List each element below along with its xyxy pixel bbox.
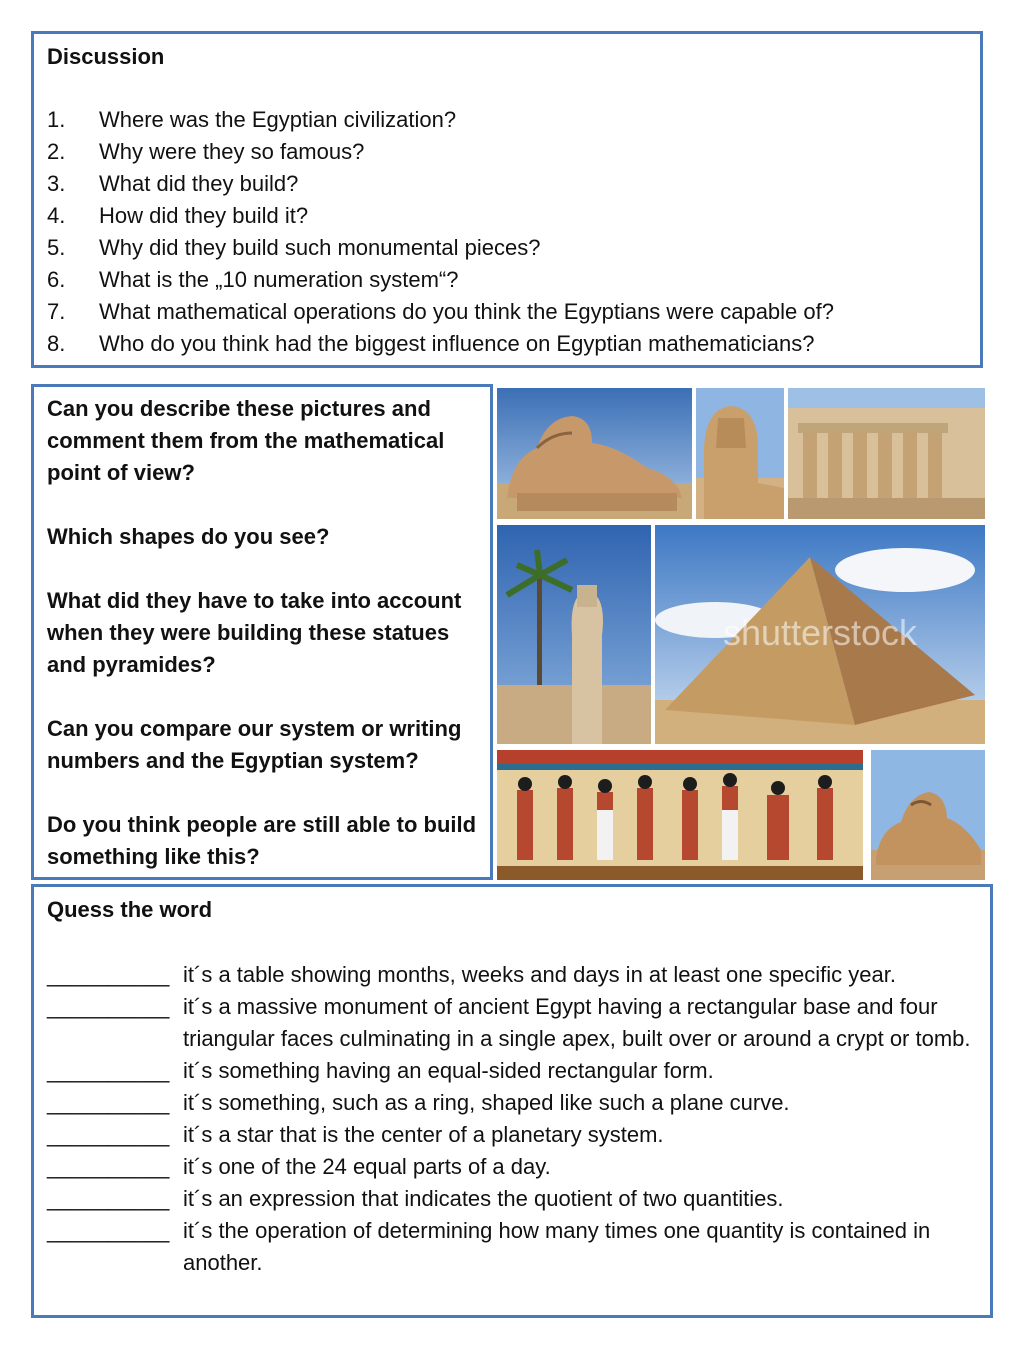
item-text: Why did they build such monumental pieces? xyxy=(99,235,541,260)
ram-sphinx-photo xyxy=(497,388,692,519)
item-text: What did they build? xyxy=(99,171,299,196)
answer-blank: __________ xyxy=(47,1058,170,1083)
picture-questions-box xyxy=(31,384,493,880)
question-paragraph: What did they have to take into account when they were building these statues and pyramides? xyxy=(47,588,462,677)
item-text: What is the „10 numeration system“? xyxy=(99,267,459,292)
discussion-item xyxy=(47,296,834,328)
discussion-item xyxy=(47,232,834,264)
guess-item xyxy=(47,1215,973,1279)
discussion-item xyxy=(47,264,834,296)
item-text: Where was the Egyptian civilization? xyxy=(99,107,457,132)
guess-item xyxy=(47,991,973,1055)
guess-item xyxy=(47,1087,973,1119)
item-text: What mathematical operations do you think the Egyptians were capable of? xyxy=(99,299,834,324)
guess-the-word-box xyxy=(31,884,993,1318)
definition-text: it´s a massive monument of ancient Egypt having a rectangular base and four triangular faces culminating in a single apex, built over or around a crypt or tomb. xyxy=(183,994,971,1051)
discussion-item xyxy=(47,168,834,200)
definition-text: it´s something having an equal-sided rectangular form. xyxy=(183,1058,714,1083)
guess-item xyxy=(47,1183,973,1215)
definition-text: it´s one of the 24 equal parts of a day. xyxy=(183,1154,551,1179)
answer-blank: __________ xyxy=(47,1218,170,1243)
item-number: 2. xyxy=(47,139,66,164)
picture-questions xyxy=(47,393,487,905)
question-paragraph: Do you think people are still able to build something like this? xyxy=(47,812,477,869)
discussion-item xyxy=(47,104,834,136)
definition-text: it´s the operation of determining how many times one quantity is contained in another. xyxy=(183,1218,931,1275)
item-number: 1. xyxy=(47,107,66,132)
definition-text: it´s an expression that indicates the quotient of two quantities. xyxy=(183,1186,784,1211)
question-paragraph: Can you compare our system or writing numbers and the Egyptian system? xyxy=(47,716,462,773)
discussion-item xyxy=(47,328,834,360)
question-paragraph: Which shapes do you see? xyxy=(47,524,330,549)
item-text: Who do you think had the biggest influence on Egyptian mathematicians? xyxy=(99,331,815,356)
pyramid-photo xyxy=(655,525,985,744)
sphinx-photo xyxy=(696,388,784,519)
question-paragraph: Can you describe these pictures and comment them from the mathematical point of view? xyxy=(47,396,445,485)
item-number: 7. xyxy=(47,299,66,324)
guess-item xyxy=(47,1055,973,1087)
item-number: 5. xyxy=(47,235,66,260)
discussion-item xyxy=(47,136,834,168)
discussion-item xyxy=(47,200,834,232)
item-number: 8. xyxy=(47,331,66,356)
item-number: 6. xyxy=(47,267,66,292)
guess-item xyxy=(47,1119,973,1151)
guess-list xyxy=(47,959,973,1279)
item-number: 4. xyxy=(47,203,66,228)
discussion-list xyxy=(47,104,834,360)
answer-blank: __________ xyxy=(47,994,170,1019)
item-text: Why were they so famous? xyxy=(99,139,365,164)
ram-statue-photo xyxy=(871,750,985,880)
answer-blank: __________ xyxy=(47,962,170,987)
answer-blank: __________ xyxy=(47,1154,170,1179)
discussion-heading: Discussion xyxy=(47,44,165,69)
answer-blank: __________ xyxy=(47,1090,170,1115)
watermark-text: shutterstock xyxy=(722,612,918,653)
guess-item xyxy=(47,1151,973,1183)
item-text: How did they build it? xyxy=(99,203,309,228)
guess-item xyxy=(47,959,973,991)
papyrus-painting-photo xyxy=(497,750,863,880)
item-number: 3. xyxy=(47,171,66,196)
definition-text: it´s a table showing months, weeks and days in at least one specific year. xyxy=(183,962,896,987)
discussion-box xyxy=(31,31,983,368)
pharaoh-statue-photo xyxy=(497,525,651,744)
definition-text: it´s a star that is the center of a planetary system. xyxy=(183,1122,664,1147)
answer-blank: __________ xyxy=(47,1122,170,1147)
guess-heading: Quess the word xyxy=(47,897,213,922)
answer-blank: __________ xyxy=(47,1186,170,1211)
temple-columns-photo xyxy=(788,388,985,519)
definition-text: it´s something, such as a ring, shaped like such a plane curve. xyxy=(183,1090,790,1115)
